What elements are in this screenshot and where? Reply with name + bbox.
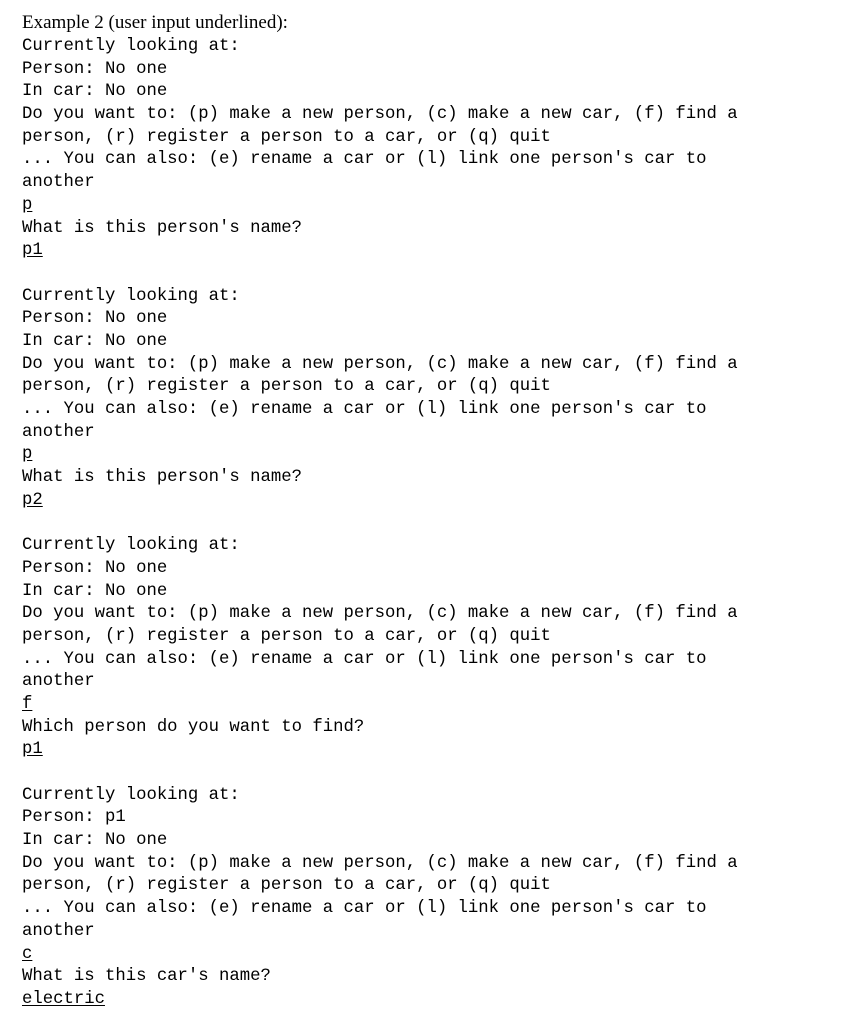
transcript-line-user-input: [22, 444, 832, 467]
transcript-line-user-input: [22, 989, 832, 1012]
transcript-line-output: Do you want to: (p) make a new person, (c) make a new car, (f) find a: [22, 853, 738, 873]
transcript-line-output: another: [22, 422, 95, 442]
transcript-line-user-input: [22, 944, 832, 967]
transcript-line-output: person, (r) register a person to a car, or (q) quit: [22, 876, 551, 896]
transcript-line-output: What is this car's name?: [22, 967, 271, 987]
transcript-line-output: Currently looking at:: [22, 37, 240, 56]
transcript-line-user-input: [22, 739, 832, 762]
transcript-line-output: person, (r) register a person to a car, or (q) quit: [22, 127, 551, 147]
transcript-line-output: In car: No one: [22, 581, 168, 601]
blank-line: [22, 762, 832, 785]
transcript-line-output: Which person do you want to find?: [22, 717, 365, 737]
blank-line: [22, 263, 832, 286]
user-input-text: p1: [22, 241, 43, 261]
transcript-line-output: another: [22, 173, 95, 193]
transcript-line-output: In car: No one: [22, 331, 168, 351]
transcript-line-output: Currently looking at:: [22, 536, 240, 556]
transcript-line-output: In car: No one: [22, 831, 168, 851]
transcript-line-output: Currently looking at:: [22, 286, 240, 306]
user-input-text: p: [22, 195, 33, 215]
transcript-line-output: Person: p1: [22, 808, 126, 828]
transcript-line-output: ... You can also: (e) rename a car or (l) link one person's car to: [22, 150, 707, 170]
user-input-text: f: [22, 694, 33, 714]
example-heading: Example 2 (user input underlined):: [22, 12, 288, 33]
transcript-line-output: Do you want to: (p) make a new person, (c) make a new car, (f) find a: [22, 354, 738, 374]
transcript-line-output: Currently looking at:: [22, 785, 240, 805]
transcript-line-output: person, (r) register a person to a car, or (q) quit: [22, 626, 551, 646]
transcript-line-user-input: [22, 195, 832, 218]
transcript-line-output: Person: No one: [22, 309, 168, 329]
transcript-line-output: What is this person's name?: [22, 468, 303, 488]
transcript-line-user-input: [22, 694, 832, 717]
transcript-line-output: In car: No one: [22, 82, 168, 102]
transcript-line-user-input: [22, 490, 832, 513]
transcript-line-output: Do you want to: (p) make a new person, (c) make a new car, (f) find a: [22, 604, 738, 624]
user-input-text: electric: [22, 989, 105, 1009]
user-input-text: p2: [22, 490, 43, 510]
user-input-text: c: [22, 944, 33, 964]
transcript-line-output: another: [22, 672, 95, 692]
transcript-line-output: person, (r) register a person to a car, or (q) quit: [22, 377, 551, 397]
transcript-line-user-input: [22, 240, 832, 263]
transcript-line-output: ... You can also: (e) rename a car or (l) link one person's car to: [22, 649, 707, 669]
console-transcript: [22, 36, 832, 1012]
document-page: [22, 10, 832, 1012]
blank-line: [22, 512, 832, 535]
transcript-line-output: Do you want to: (p) make a new person, (c) make a new car, (f) find a: [22, 105, 738, 125]
transcript-line-output: Person: No one: [22, 558, 168, 578]
user-input-text: p1: [22, 740, 43, 760]
transcript-line-output: ... You can also: (e) rename a car or (l) link one person's car to: [22, 400, 707, 419]
transcript-line-output: What is this person's name?: [22, 218, 303, 238]
transcript-line-output: ... You can also: (e) rename a car or (l) link one person's car to: [22, 899, 707, 919]
transcript-line-output: another: [22, 921, 95, 941]
transcript-line-output: Person: No one: [22, 59, 168, 79]
user-input-text: p: [22, 445, 33, 465]
